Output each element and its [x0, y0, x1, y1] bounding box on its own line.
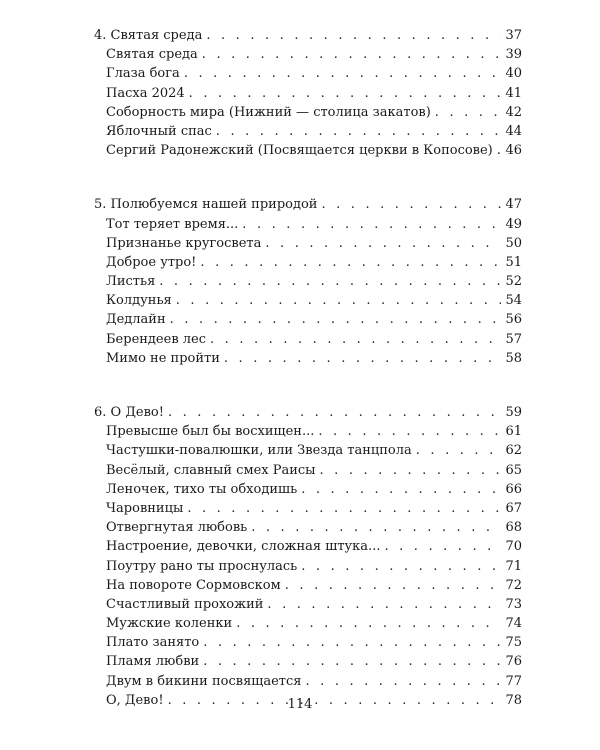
toc-entry: [94, 576, 522, 595]
entry-page: 39: [505, 47, 522, 63]
toc-entry: [94, 291, 522, 310]
dot-leader: [318, 422, 501, 441]
entry-title: Глаза бога: [106, 66, 180, 82]
entry-page: 51: [505, 254, 522, 270]
entry-title: Леночек, тихо ты обходишь: [106, 481, 298, 497]
entry-page: 41: [505, 85, 522, 101]
toc-entry: [94, 103, 522, 122]
dot-leader: [305, 672, 501, 691]
dot-leader: [301, 480, 501, 499]
dot-leader: [200, 253, 501, 272]
entry-page: 68: [505, 520, 522, 536]
dot-leader: [497, 141, 502, 160]
entry-page: 61: [505, 424, 522, 440]
toc-entry: [94, 441, 522, 460]
entry-title: Святая среда: [106, 47, 198, 63]
table-of-contents: [94, 26, 522, 745]
entry-page: 50: [505, 235, 522, 251]
dot-leader: [301, 557, 501, 576]
toc-entry: [94, 64, 522, 83]
entry-title: Признанье кругосвета: [106, 235, 262, 251]
entry-page: 62: [505, 443, 522, 459]
entry-title: 5. Полюбуемся нашей природой: [94, 197, 318, 213]
toc-entry: [94, 595, 522, 614]
entry-title: Чаровницы: [106, 500, 184, 516]
entry-title: Весёлый, славный смех Раисы: [106, 462, 316, 478]
toc-entry: [94, 614, 522, 633]
dot-leader: [216, 122, 502, 141]
section-heading: [94, 26, 522, 45]
dot-leader: [206, 26, 501, 45]
toc-entry: [94, 461, 522, 480]
entry-page: 78: [505, 692, 522, 708]
entry-page: 52: [505, 274, 522, 290]
dot-leader: [187, 499, 501, 518]
entry-page: 37: [505, 28, 522, 43]
toc-entry: [94, 499, 522, 518]
entry-title: Дедлайн: [106, 312, 166, 328]
entry-page: 73: [505, 596, 522, 612]
dot-leader: [224, 349, 502, 368]
toc-entry: [94, 45, 522, 64]
entry-page: 59: [505, 405, 522, 420]
entry-page: 72: [505, 577, 522, 593]
toc-entry: [94, 330, 522, 349]
page-number: 114: [287, 697, 313, 712]
dot-leader: [176, 291, 502, 310]
dot-leader: [159, 272, 501, 291]
dot-leader: [321, 195, 501, 214]
toc-section: [94, 403, 522, 710]
toc-entry: [94, 633, 522, 652]
dot-leader: [168, 403, 501, 422]
dot-leader: [189, 84, 502, 103]
entry-page: 66: [505, 481, 522, 497]
toc-entry: [94, 557, 522, 576]
toc-entry: [94, 672, 522, 691]
toc-entry: [94, 272, 522, 291]
entry-page: 49: [505, 216, 522, 232]
entry-title: Доброе утро!: [106, 254, 197, 270]
entry-title: Поутру рано ты проснулась: [106, 558, 298, 574]
dot-leader: [384, 537, 501, 556]
toc-entry: [94, 234, 522, 253]
dot-leader: [202, 45, 502, 64]
entry-page: 74: [505, 616, 522, 632]
entry-title: Превысше был бы восхищен...: [106, 424, 315, 440]
toc-entry: [94, 84, 522, 103]
entry-title: Пасха 2024: [106, 85, 185, 101]
entry-title: Листья: [106, 274, 156, 290]
entry-page: 44: [505, 123, 522, 139]
entry-title: На повороте Сормовском: [106, 577, 281, 593]
entry-title: Двум в бикини посвящается: [106, 673, 302, 689]
entry-page: 67: [505, 500, 522, 516]
dot-leader: [320, 461, 502, 480]
toc-entry: [94, 122, 522, 141]
dot-leader: [184, 64, 502, 83]
entry-page: 47: [505, 197, 522, 213]
entry-page: 77: [505, 673, 522, 689]
dot-leader: [435, 103, 502, 122]
toc-entry: [94, 310, 522, 329]
toc-entry: [94, 349, 522, 368]
toc-entry: [94, 480, 522, 499]
toc-entry: [94, 652, 522, 671]
toc-entry: [94, 422, 522, 441]
entry-title: Пламя любви: [106, 654, 200, 670]
entry-title: Тот теряет время...: [106, 216, 239, 232]
entry-page: 71: [505, 558, 522, 574]
dot-leader: [285, 576, 502, 595]
toc-section: [94, 26, 522, 160]
entry-page: 42: [505, 104, 522, 120]
entry-title: Соборность мира (Нижний — столица закатов): [106, 104, 431, 120]
dot-leader: [203, 652, 501, 671]
entry-page: 70: [505, 539, 522, 555]
entry-title: Колдунья: [106, 293, 172, 309]
entry-page: 76: [505, 654, 522, 670]
dot-leader: [251, 518, 501, 537]
section-heading: [94, 403, 522, 422]
entry-title: Отвергнутая любовь: [106, 520, 248, 536]
entry-title: Настроение, девочки, сложная штука...: [106, 539, 381, 555]
toc-entry: [94, 141, 522, 160]
dot-leader: [242, 215, 501, 234]
section-heading: [94, 195, 522, 214]
entry-page: 54: [505, 293, 522, 309]
entry-title: Яблочный спас: [106, 123, 212, 139]
dot-leader: [210, 330, 501, 349]
entry-page: 46: [505, 143, 522, 159]
dot-leader: [265, 234, 501, 253]
entry-page: 56: [505, 312, 522, 328]
toc-entry: [94, 253, 522, 272]
entry-title: Мимо не пройти: [106, 350, 220, 366]
entry-page: 75: [505, 635, 522, 651]
entry-title: Частушки-повалюшки, или Звезда танцпола: [106, 443, 412, 459]
entry-title: Счастливый прохожий: [106, 596, 264, 612]
entry-page: 57: [505, 331, 522, 347]
toc-section: [94, 195, 522, 368]
dot-leader: [170, 310, 502, 329]
entry-page: 58: [505, 350, 522, 366]
entry-page: 65: [505, 462, 522, 478]
entry-title: О, Дево!: [106, 692, 164, 708]
toc-entry: [94, 215, 522, 234]
entry-title: 4. Святая среда: [94, 28, 203, 43]
toc-entry: [94, 518, 522, 537]
entry-title: Мужские коленки: [106, 616, 233, 632]
entry-title: Плато занято: [106, 635, 200, 651]
entry-title: 6. О Дево!: [94, 405, 164, 420]
dot-leader: [267, 595, 501, 614]
entry-page: 40: [505, 66, 522, 82]
dot-leader: [203, 633, 501, 652]
toc-entry: [94, 537, 522, 556]
entry-title: Сергий Радонежский (Посвящается церкви в Копосове): [106, 143, 493, 159]
dot-leader: [236, 614, 501, 633]
entry-title: Берендеев лес: [106, 331, 207, 347]
dot-leader: [416, 441, 502, 460]
